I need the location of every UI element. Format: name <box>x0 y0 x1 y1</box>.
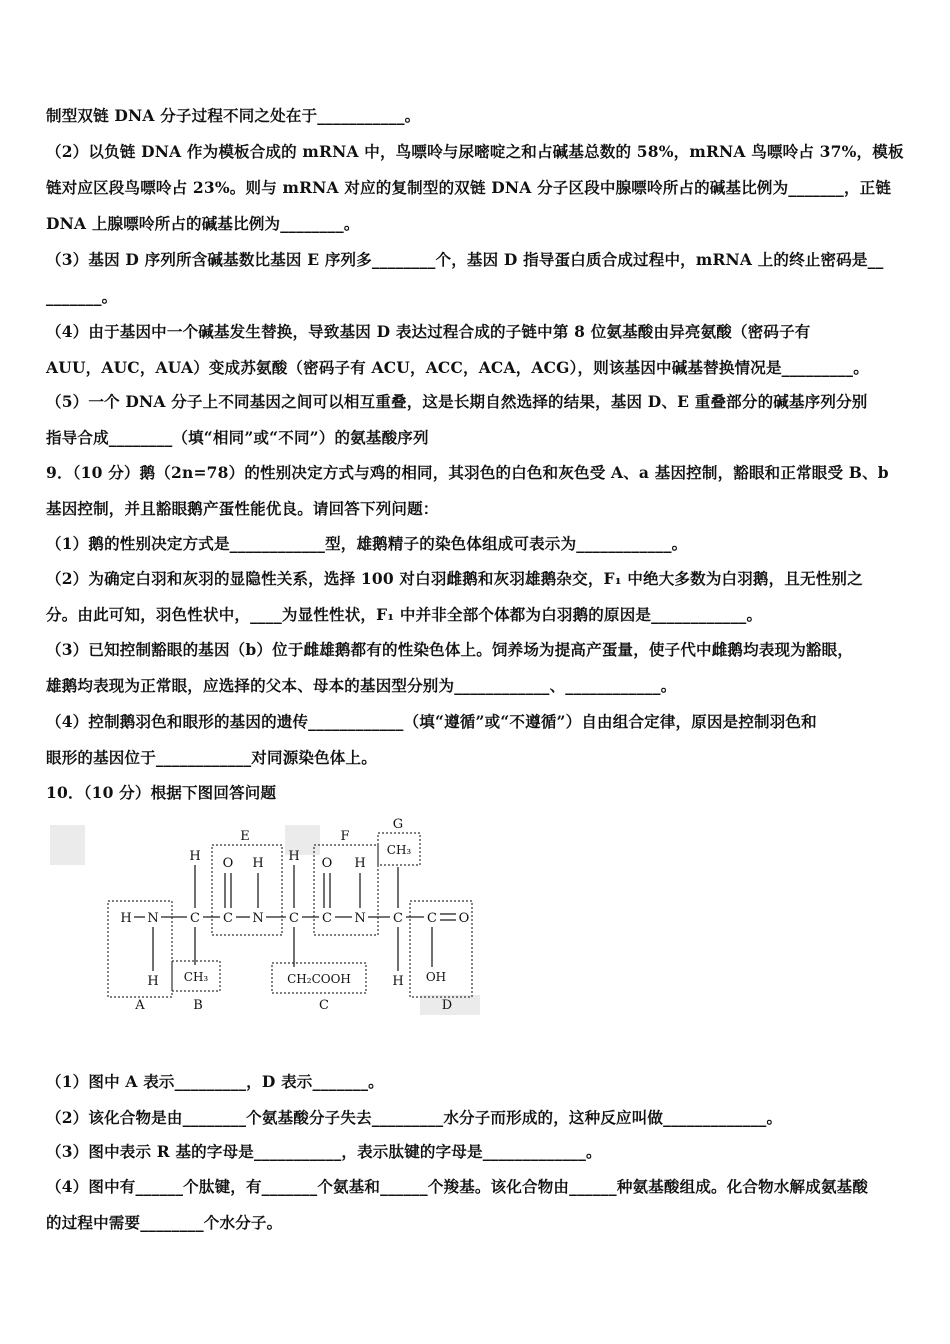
text-line: （2）为确定白羽和灰羽的显隐性关系，选择 100 对白羽雌鹅和灰羽雄鹅杂交，F₁ 中绝大多数为白羽鹅，且无性别之 <box>46 569 863 588</box>
atom-C: C <box>427 911 437 926</box>
text-line: 链对应区段鸟嘌呤占 23%。则与 mRNA 对应的复制型的双链 DNA 分子区段中腺嘌呤所占的碱基比例为_______，正链 <box>46 178 892 197</box>
group-box-A <box>108 901 172 997</box>
label-D: D <box>441 998 453 1013</box>
atom-N: N <box>252 911 264 926</box>
text-line: （1）图中 A 表示_________，D 表示_______。 <box>46 1072 384 1091</box>
label-A: A <box>135 998 145 1013</box>
atom-H: H <box>288 849 300 864</box>
peptide-structure-diagram <box>40 805 500 1035</box>
text-line: 分。由此可知，羽色性状中，____为显性性状，F₁ 中并非全部个体都为白羽鹅的原因是____________。 <box>46 605 763 624</box>
label-B: B <box>193 998 203 1013</box>
text-line: 9．（10 分）鹅（2n=78）的性别决定方式与鸡的相同，其羽色的白色和灰色受 A、a 基因控制，豁眼和正常眼受 B、b <box>46 463 889 482</box>
label-F: F <box>340 829 350 844</box>
text-line: 制型双链 DNA 分子过程不同之处在于___________。 <box>46 106 421 125</box>
text-line: 指导合成________（填“相同”或“不同”）的氨基酸序列 <box>46 428 429 447</box>
text-line: （3）图中表示 R 基的字母是___________，表示肽键的字母是_____________。 <box>46 1142 602 1161</box>
text-line: （4）控制鹅羽色和眼形的基因的遗传____________（填“遵循”或“不遵循”）自由组合定律，原因是控制羽色和 <box>46 712 817 731</box>
atom-N: N <box>354 911 366 926</box>
text-line: 眼形的基因位于____________对同源染色体上。 <box>46 748 377 767</box>
atom-H: H <box>120 911 132 926</box>
atom-H: H <box>189 849 201 864</box>
watermark <box>50 825 480 1015</box>
atom-C: C <box>322 911 332 926</box>
methyl-group-G: CH₃ <box>386 843 412 857</box>
atom-O: O <box>458 911 470 926</box>
text-line: 基因控制，并且豁眼鹅产蛋性能优良。请回答下列问题： <box>46 499 439 518</box>
text-line: （2）该化合物是由________个氨基酸分子失去_________水分子而形成的，这种反应叫做_____________。 <box>46 1108 783 1127</box>
atom-H: H <box>147 974 159 989</box>
atom-H: H <box>392 974 404 989</box>
text-line: （4）图中有______个肽键，有_______个氨基和______个羧基。该化合物由______种氨基酸组成。化合物水解成氨基酸 <box>46 1177 869 1196</box>
text-line: （1）鹅的性别决定方式是____________型，雄鹅精子的染色体组成可表示为____________。 <box>46 534 688 553</box>
text-line: （3）已知控制豁眼的基因（b）位于雌雄鹅都有的性染色体上。饲养场为提高产蛋量，使子代中雌鹅均表现为豁眼， <box>46 640 854 659</box>
text-line: 雄鹅均表现为正常眼，应选择的父本、母本的基因型分别为____________、____________。 <box>46 676 677 695</box>
text-line: （4）由于基因中一个碱基发生替换，导致基因 D 表达过程合成的子链中第 8 位氨基酸由异亮氨酸（密码子有 <box>46 322 811 341</box>
label-G: G <box>392 817 404 832</box>
text-line: DNA 上腺嘌呤所占的碱基比例为________。 <box>46 214 360 233</box>
text-line: AUU，AUC，AUA）变成苏氨酸（密码子有 ACU，ACC，ACA，ACG），则该基因中碱基替换情况是_________。 <box>46 358 869 377</box>
hydroxyl-OH: OH <box>425 970 447 984</box>
text-line: _______。 <box>46 287 118 306</box>
text-line: 10．（10 分）根据下图回答问题 <box>46 783 277 802</box>
atom-O: O <box>321 856 333 871</box>
text-line: （5）一个 DNA 分子上不同基因之间可以相互重叠，这是长期自然选择的结果，基因 D、E 重叠部分的碱基序列分别 <box>46 392 868 411</box>
label-C: C <box>319 998 329 1013</box>
atom-O: O <box>222 856 234 871</box>
atom-C: C <box>223 911 233 926</box>
label-E: E <box>240 829 250 844</box>
atom-N: N <box>147 911 159 926</box>
text-line: （3）基因 D 序列所含碱基数比基因 E 序列多________个，基因 D 指导蛋白质合成过程中，mRNA 上的终止密码是__ <box>46 250 884 269</box>
atom-H: H <box>354 856 366 871</box>
atom-C: C <box>190 911 200 926</box>
text-line: （2）以负链 DNA 作为模板合成的 mRNA 中，鸟嘌呤与尿嘧啶之和占碱基总数的 58%，mRNA 鸟嘌呤占 37%，模板 <box>46 142 904 161</box>
text-line: 的过程中需要________个水分子。 <box>46 1213 283 1232</box>
atom-H: H <box>252 856 264 871</box>
side-chain-C: CH₂COOH <box>287 972 351 986</box>
methyl-group-B: CH₃ <box>183 970 209 984</box>
atom-C: C <box>393 911 403 926</box>
atom-C: C <box>289 911 299 926</box>
